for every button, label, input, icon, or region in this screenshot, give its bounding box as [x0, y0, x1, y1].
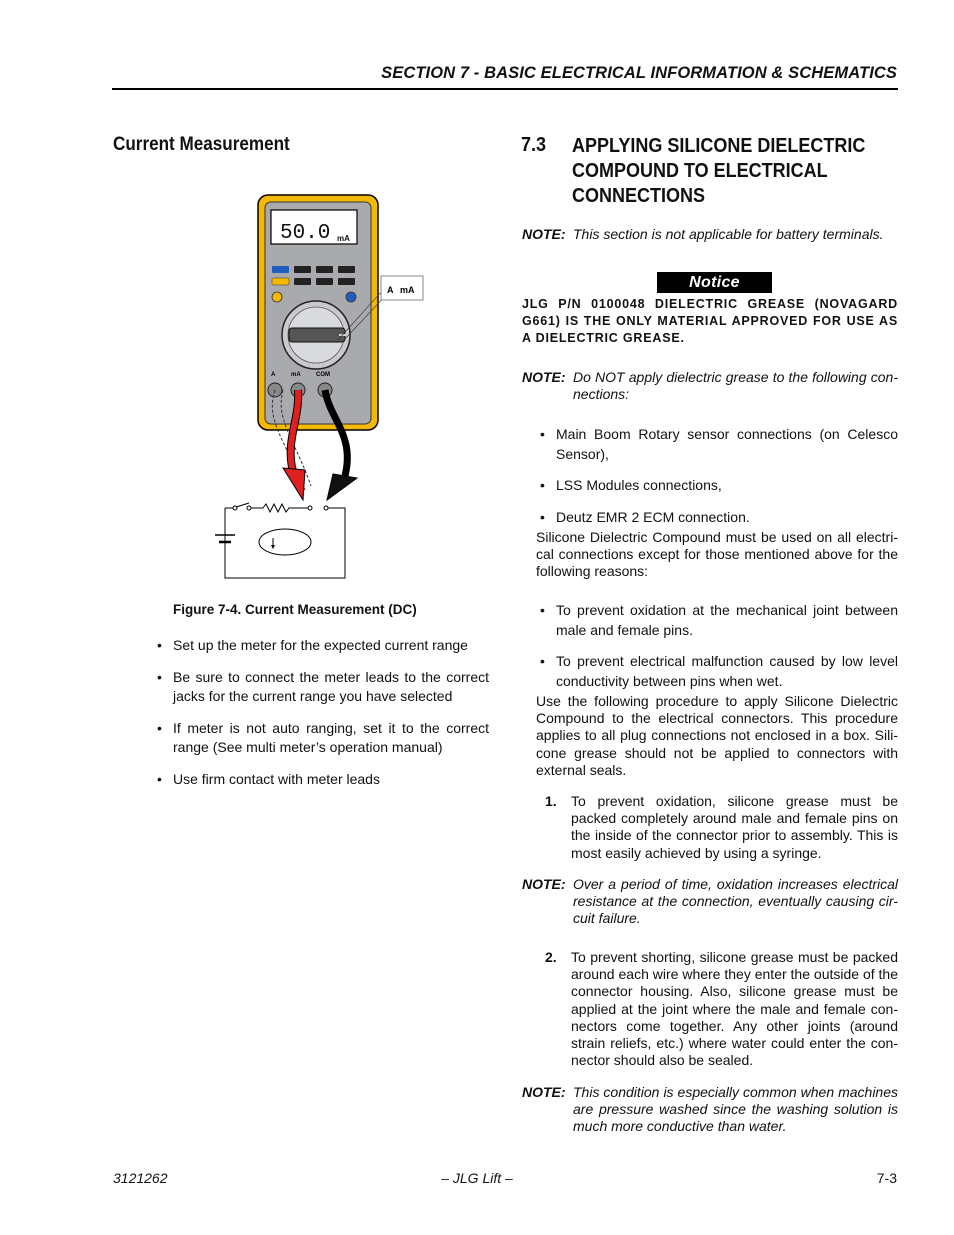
note-label: NOTE: — [522, 876, 566, 892]
note-label: NOTE: — [522, 369, 566, 385]
exclusions-list — [540, 425, 898, 539]
step-text: To prevent shorting, silicone grease must be packed around each wire where they enter the outside of the connector housing. Also, silicone grease must be applied at the joint where the male and female con-nectors come together. Any other joints (around strain reliefs, etc.) where water could enter the con-nector should also be sealed. — [571, 949, 898, 1069]
notice-badge: Notice — [657, 272, 772, 293]
current-measurement-heading: Current Measurement — [113, 134, 290, 155]
multimeter-diagram — [205, 190, 445, 585]
note-text: This condition is especially common when machines are pressure washed since the washing solution is much more conductive than water. — [573, 1084, 898, 1134]
list-item: • If meter is not auto ranging, set it to the correct range (See multi meter’s operation manual) — [157, 719, 489, 758]
measurement-steps-list — [157, 636, 489, 801]
blue-button — [272, 266, 289, 273]
note-do-not-apply — [522, 369, 898, 403]
reasons-list — [540, 601, 898, 703]
section-number: 7.3 — [521, 134, 547, 156]
footer-center: – JLG Lift – — [441, 1170, 513, 1186]
step-2 — [536, 949, 898, 1069]
header-rule — [112, 88, 898, 90]
note-battery-terminals — [522, 226, 898, 243]
list-item: • To prevent oxidation at the mechanical joint between male and female pins. — [540, 601, 898, 640]
note-label: NOTE: — [522, 226, 566, 242]
list-item: • Set up the meter for the expected current range — [157, 636, 489, 656]
footer-doc-number: 3121262 — [113, 1170, 168, 1186]
yellow-button — [272, 278, 289, 285]
note-label: NOTE: — [522, 1084, 566, 1100]
jack-ma-label: mA — [291, 372, 301, 378]
list-item: • Main Boom Rotary sensor connections (on Celesco Sensor), — [540, 425, 898, 464]
jack-com-label: COM — [316, 372, 330, 378]
step-number: 1. — [545, 793, 557, 809]
list-item: • LSS Modules connections, — [540, 476, 898, 496]
list-item: • Deutz EMR 2 ECM connection. — [540, 508, 898, 528]
jack-a-label: A — [271, 372, 276, 378]
section-header: SECTION 7 - BASIC ELECTRICAL INFORMATION & SCHEMATICS — [381, 64, 897, 82]
callout-ma-label: mA — [400, 285, 415, 295]
note-pressure-washed — [522, 1084, 898, 1135]
step-1 — [536, 793, 898, 862]
list-item: • Be sure to connect the meter leads to the correct jacks for the current range you have selected — [157, 668, 489, 707]
note-oxidation — [522, 876, 898, 927]
display-value: 50.0 — [280, 222, 331, 245]
switch — [236, 503, 249, 507]
footer-page-number: 7-3 — [876, 1170, 897, 1186]
circuit-wire — [225, 508, 345, 578]
step-text: To prevent oxidation, silicone grease must be packed completely around male and female pins on the inside of the connector prior to assembly. This is most easily achieved by using a syringe. — [571, 793, 898, 861]
note-text: This section is not applicable for battery terminals. — [573, 226, 884, 242]
step-number: 2. — [545, 949, 557, 965]
note-text: Over a period of time, oxidation increases electrical resistance at the connection, eventually causing cir-cuit failure. — [573, 876, 898, 926]
display-unit: mA — [337, 234, 350, 243]
section-title: APPLYING SILICONE DIELECTRIC COMPOUND TO ELECTRICAL CONNECTIONS — [572, 135, 866, 207]
callout-a-label: A — [387, 285, 394, 295]
reasons-intro-paragraph: Silicone Dielectric Compound must be used on all electri-cal connections except for those mentioned above for the following reasons: — [536, 529, 898, 580]
current-loop — [259, 529, 311, 555]
red-lead-arrow — [283, 468, 305, 500]
list-item: • To prevent electrical malfunction caused by low level conductivity between pins when wet. — [540, 652, 898, 691]
figure-caption: Figure 7-4. Current Measurement (DC) — [173, 602, 417, 617]
resistor — [263, 504, 308, 512]
dial-knob — [289, 328, 345, 342]
list-item: • Use firm contact with meter leads — [157, 770, 489, 790]
note-text: Do NOT apply dielectric grease to the following con-nections: — [573, 369, 898, 402]
notice-text: JLG P/N 0100048 DIELECTRIC GREASE (NOVAGARD G661) IS THE ONLY MATERIAL APPROVED FOR USE AS A DIELECTRIC GREASE. — [522, 297, 898, 345]
black-lead-arrow — [327, 474, 357, 500]
procedure-paragraph: Use the following procedure to apply Silicone Dielectric Compound to the electrical connectors. This procedure applies to all plug connections not enclosed in a box. Sili-cone grease should not be applied to connectors with external seals. — [536, 693, 898, 778]
